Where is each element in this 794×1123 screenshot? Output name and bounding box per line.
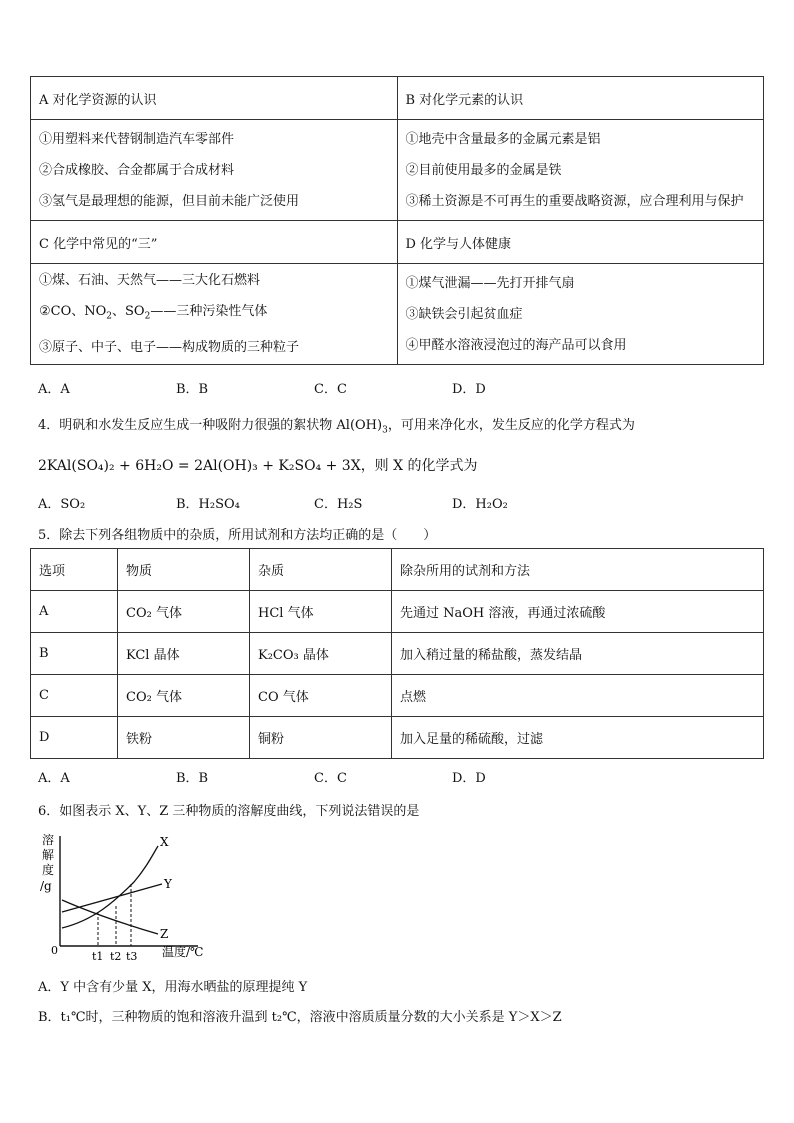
row-b-substance: KCl 晶体 <box>118 633 250 675</box>
q3-option-a[interactable]: A．A <box>38 382 70 397</box>
row-b-option: B <box>31 633 118 675</box>
row-d-impurity: 铜粉 <box>250 717 392 759</box>
q5-option-a[interactable]: A．A <box>38 771 70 786</box>
cell-c-body <box>31 264 398 365</box>
series-y-curve <box>62 884 162 912</box>
cell-d-title: D 化学与人体健康 <box>397 221 764 264</box>
d-item-3: ④甲醛水溶液浸泡过的海产品可以食用 <box>405 337 627 353</box>
table-row <box>31 591 764 633</box>
q4-options <box>38 493 590 512</box>
cell-c-title: C 化学中常见的“三” <box>31 221 398 264</box>
series-y-label: Y <box>164 877 172 891</box>
row-d-substance: 铁粉 <box>118 717 250 759</box>
d-item-2: ③缺铁会引起贫血症 <box>405 306 523 322</box>
q4-stem: 4．明矾和水发生反应生成一种吸附力很强的絮状物 $Al(OH)_3$，可用来净化水，发生反应的化学方程式为 <box>38 418 635 436</box>
q4-equation: 2KAl(SO₄)₂ + 6H₂O = 2Al(OH)₃ + K₂SO₄ + 3X，则 X 的化学式为 <box>38 458 478 474</box>
cell-a-title: A 对化学资源的认识 <box>31 77 398 120</box>
q5-option-b[interactable]: B．B <box>176 771 209 786</box>
tick-t2: t2 <box>110 950 122 962</box>
tick-t3: t3 <box>126 950 138 962</box>
cell-b-title: B 对化学元素的认识 <box>397 77 764 120</box>
q5-stem: 5．除去下列各组物质中的杂质，所用试剂和方法均正确的是（ ） <box>38 528 437 543</box>
b-item-3: ③稀土资源是不可再生的重要战略资源，应合理利用与保护 <box>405 193 744 209</box>
q3-option-c[interactable]: C．C <box>314 382 347 397</box>
knowledge-table <box>30 76 764 365</box>
table-row <box>31 717 764 759</box>
q3-option-b[interactable]: B．B <box>176 382 209 397</box>
a-item-1: ①用塑料来代替钢制造汽车零部件 <box>39 131 235 147</box>
row-d-method: 加入足量的稀硫酸，过滤 <box>392 717 764 759</box>
row-c-option: C <box>31 675 118 717</box>
row-b-method: 加入稍过量的稀盐酸，蒸发结晶 <box>392 633 764 675</box>
cell-d-body <box>397 264 764 365</box>
q4-option-a[interactable]: A．SO₂ <box>38 497 86 512</box>
solubility-chart <box>34 832 204 962</box>
impurity-table <box>30 548 764 759</box>
row-c-method: 点燃 <box>392 675 764 717</box>
y-axis-label-4: /g <box>40 879 52 893</box>
header-impurity: 杂质 <box>250 549 392 591</box>
origin-label: 0 <box>51 944 58 957</box>
header-substance: 物质 <box>118 549 250 591</box>
b-item-1: ①地壳中含量最多的金属元素是铝 <box>405 131 601 147</box>
c-item-1: ①煤、石油、天然气——三大化石燃料 <box>39 272 261 288</box>
y-axis-label-3: 度 <box>42 863 55 877</box>
q6-option-b[interactable]: B．t₁℃时，三种物质的饱和溶液升温到 t₂℃，溶液中溶质质量分数的大小关系是 Y＞X＞Z <box>38 1010 562 1025</box>
a-item-2: ②合成橡胶、合金都属于合成材料 <box>39 162 235 178</box>
row-a-option: A <box>31 591 118 633</box>
row-a-impurity: HCl 气体 <box>250 591 392 633</box>
y-axis-label-1: 溶 <box>42 833 55 847</box>
q3-options <box>38 378 590 397</box>
c-item-3: ③原子、中子、电子——构成物质的三种粒子 <box>39 340 300 356</box>
q5-option-c[interactable]: C．C <box>314 771 347 786</box>
table-row <box>31 675 764 717</box>
row-a-method: 先通过 NaOH 溶液，再通过浓硫酸 <box>392 591 764 633</box>
row-d-option: D <box>31 717 118 759</box>
q4-option-c[interactable]: C．H₂S <box>314 497 363 512</box>
header-option: 选项 <box>31 549 118 591</box>
cell-a-body <box>31 120 398 221</box>
q3-option-d[interactable]: D．D <box>452 382 486 397</box>
table-row <box>31 633 764 675</box>
q5-option-d[interactable]: D．D <box>452 771 486 786</box>
row-c-substance: CO₂ 气体 <box>118 675 250 717</box>
header-method: 除杂所用的试剂和方法 <box>392 549 764 591</box>
row-a-substance: CO₂ 气体 <box>118 591 250 633</box>
series-z-curve <box>62 900 158 934</box>
row-b-impurity: K₂CO₃ 晶体 <box>250 633 392 675</box>
y-axis-label-2: 解 <box>42 848 55 862</box>
q4-option-d[interactable]: D．H₂O₂ <box>452 497 508 512</box>
cell-b-body <box>397 120 764 221</box>
q5-options <box>38 767 590 786</box>
table-header-row <box>31 549 764 591</box>
d-item-1: ①煤气泄漏——先打开排气扇 <box>405 275 575 291</box>
q6-stem: 6．如图表示 X、Y、Z 三种物质的溶解度曲线，下列说法错误的是 <box>38 804 420 819</box>
series-x-curve <box>62 846 158 928</box>
q4-option-b[interactable]: B．H₂SO₄ <box>176 497 240 512</box>
series-z-label: Z <box>160 927 169 941</box>
c-item-2: ②CO、$NO_2$、$SO_2——$三种污染性气体 <box>39 303 268 322</box>
row-c-impurity: CO 气体 <box>250 675 392 717</box>
q6-option-a[interactable]: A．Y 中含有少量 X，用海水晒盐的原理提纯 Y <box>38 980 308 995</box>
a-item-3: ③氢气是最理想的能源，但目前未能广泛使用 <box>39 193 300 209</box>
b-item-2: ②目前使用最多的金属是铁 <box>405 162 562 178</box>
series-x-label: X <box>160 835 169 849</box>
tick-t1: t1 <box>92 950 104 962</box>
x-axis-label: 温度/℃ <box>162 945 204 959</box>
